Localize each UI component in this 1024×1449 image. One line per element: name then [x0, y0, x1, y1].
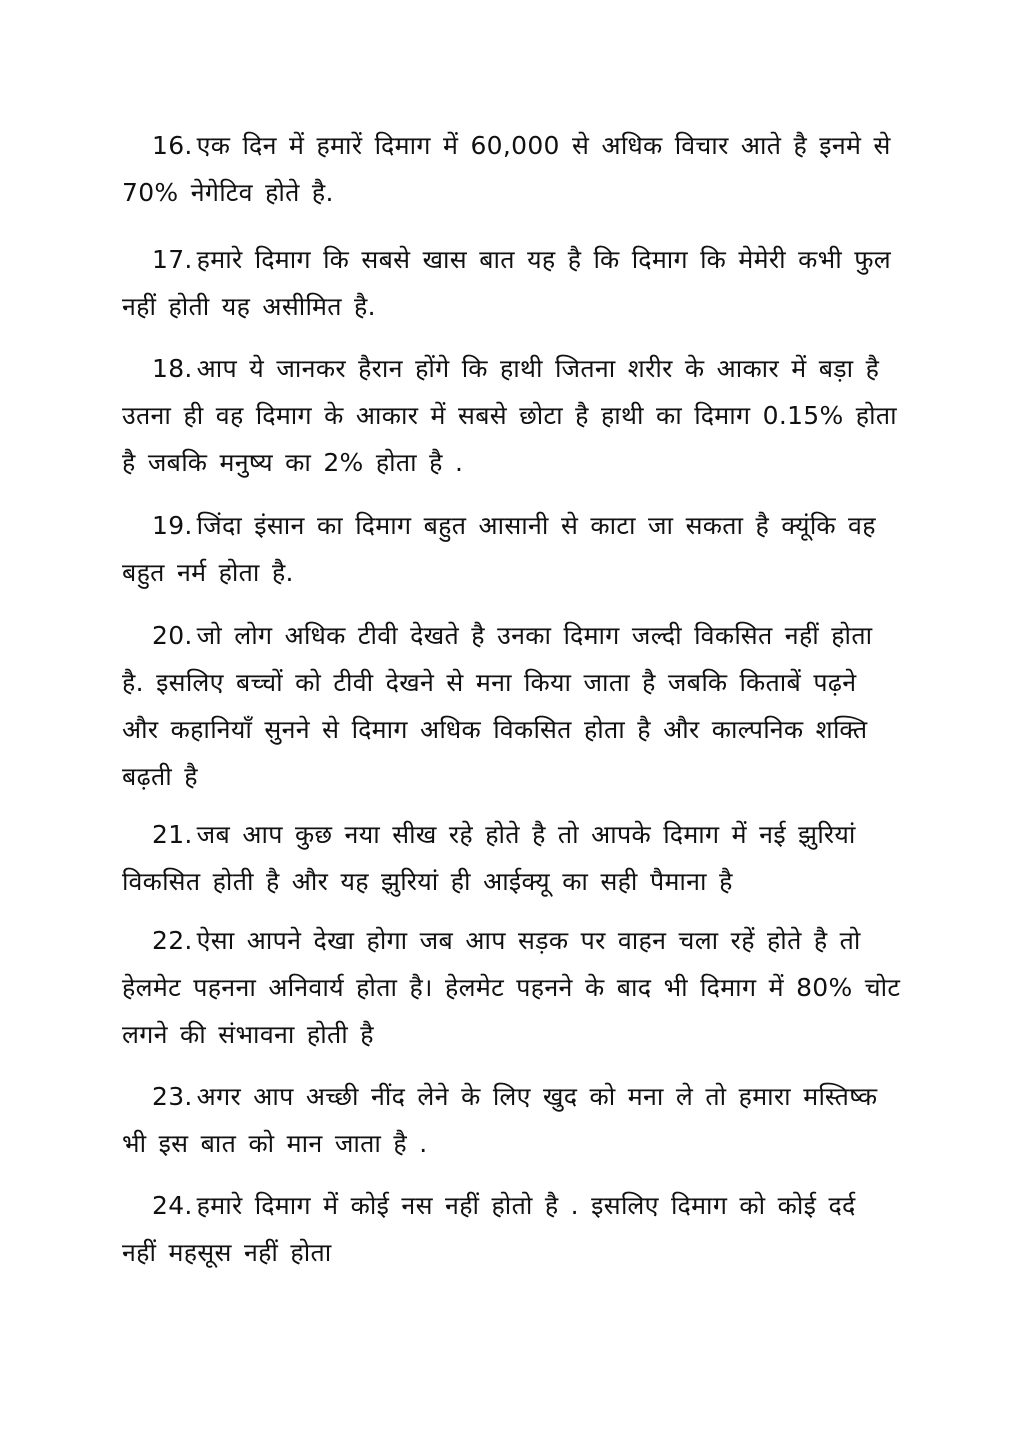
fact-text: जो लोग अधिक टीवी देखते है उनका दिमाग जल्दी विकसित नहीं होता है. इसलिए बच्चों को टीवी देखने से मना किया जाता है जबकि किताबें पढ़ने और कहानियाँ सुनने से दिमाग अधिक विकसित होता है और काल्पनिक शक्ति बढ़ती है — [122, 621, 873, 791]
fact-text: अगर आप अच्छी नींद लेने के लिए खुद को मना ले तो हमारा मस्तिष्क भी इस बात को मान जाता है . — [122, 1082, 878, 1158]
fact-text: जब आप कुछ नया सीख रहे होते है तो आपके दिमाग में नई झुरियां विकसित होती है और यह झुरियां ही आईक्यू का सही पैमाना है — [122, 820, 856, 896]
fact-paragraph-19 — [122, 502, 902, 596]
fact-text: एक दिन में हमारें दिमाग में 60,000 से अधिक विचार आते है इनमे से 70% नेगेटिव होते है. — [122, 131, 891, 207]
fact-text: हमारे दिमाग कि सबसे खास बात यह है कि दिमाग कि मेमेरी कभी फुल नहीं होती यह असीमित है. — [122, 245, 892, 321]
fact-text: ऐसा आपने देखा होगा जब आप सड़क पर वाहन चला रहें होते है तो हेलमेट पहनना अनिवार्य होता है। हेलमेट पहनने के बाद भी दिमाग में 80% चोट लगने की संभावना होती है — [122, 926, 901, 1049]
fact-text: आप ये जानकर हैरान होंगे कि हाथी जितना शरीर के आकार में बड़ा है उतना ही वह दिमाग के आकार में सबसे छोटा है हाथी का दिमाग 0.15% होता है जबकि मनुष्य का 2% होता है . — [122, 354, 897, 477]
fact-number: 24. — [152, 1191, 193, 1220]
fact-paragraph-16 — [122, 122, 902, 216]
fact-number: 17. — [152, 245, 193, 274]
fact-number: 20. — [152, 621, 193, 650]
fact-number: 16. — [152, 131, 193, 160]
fact-paragraph-21 — [122, 811, 902, 905]
fact-number: 18. — [152, 354, 193, 383]
fact-paragraph-20 — [122, 612, 902, 800]
fact-paragraph-17 — [122, 236, 902, 330]
fact-number: 23. — [152, 1082, 193, 1111]
fact-text: हमारे दिमाग में कोई नस नहीं होतो है . इसलिए दिमाग को कोई दर्द नहीं महसूस नहीं होता — [122, 1191, 856, 1267]
fact-paragraph-23 — [122, 1073, 902, 1167]
fact-paragraph-24 — [122, 1182, 902, 1276]
fact-number: 21. — [152, 820, 193, 849]
fact-paragraph-18 — [122, 345, 902, 486]
fact-paragraph-22 — [122, 917, 902, 1058]
fact-number: 22. — [152, 926, 193, 955]
fact-text: जिंदा इंसान का दिमाग बहुत आसानी से काटा जा सकता है क्यूंकि वह बहुत नर्म होता है. — [122, 511, 876, 587]
fact-number: 19. — [152, 511, 193, 540]
